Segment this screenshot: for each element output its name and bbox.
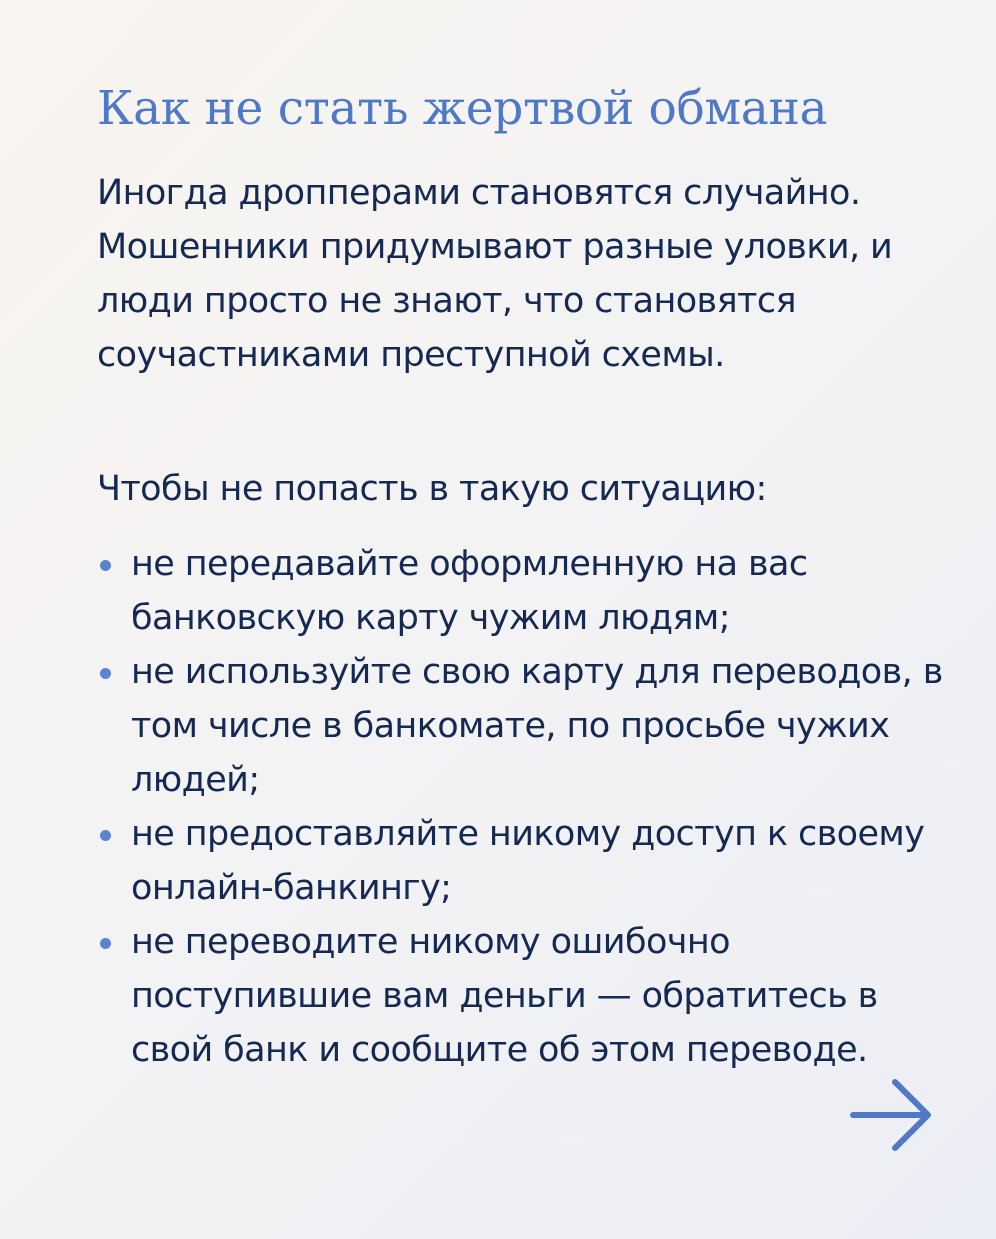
list-item [97, 537, 947, 645]
lead-paragraph: Чтобы не попасть в такую ситуацию: [97, 469, 767, 509]
next-slide-button[interactable] [849, 1076, 935, 1154]
bullet-icon [100, 830, 111, 841]
tip-text: не передавайте оформленную на вас банковскую карту чужим людям; [131, 544, 808, 638]
list-item [97, 807, 947, 915]
arrow-right-icon [849, 1076, 935, 1154]
bullet-icon [100, 560, 111, 571]
bullet-icon [100, 668, 111, 679]
tip-text: не предоставляйте никому доступ к своему онлайн-банкингу; [131, 814, 925, 908]
tips-list [97, 537, 947, 1077]
tip-text: не переводите никому ошибочно поступившие вам деньги — обратитесь в свой банк и сообщите об этом переводе. [131, 922, 878, 1070]
bullet-icon [100, 938, 111, 949]
list-item [97, 645, 947, 807]
page-title: Как не стать жертвой обмана [97, 81, 828, 136]
tip-text: не используйте свою карту для переводов, в том числе в банкомате, по просьбе чужих людей; [131, 652, 943, 800]
list-item [97, 915, 947, 1077]
intro-paragraph: Иногда дропперами становятся случайно. Мошенники придумывают разные уловки, и люди просто не знают, что становятся соучастниками преступной схемы. [97, 173, 893, 375]
